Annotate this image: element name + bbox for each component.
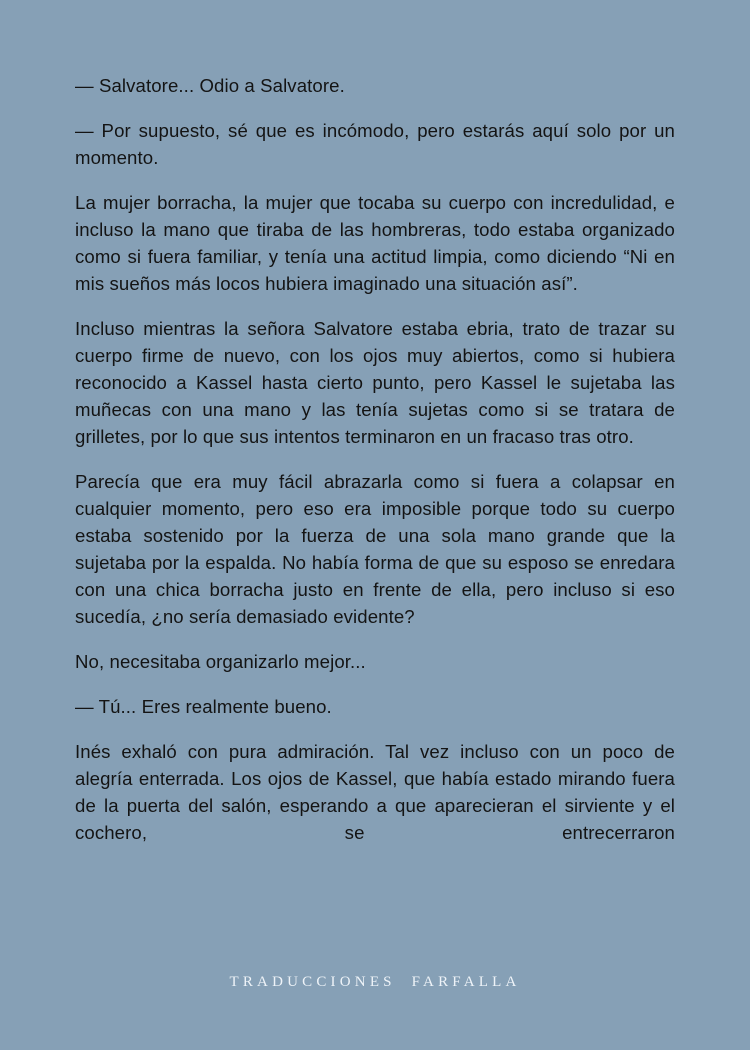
paragraph: No, necesitaba organizarlo mejor... bbox=[75, 651, 366, 672]
paragraph: La mujer borracha, la mujer que tocaba su cuerpo con incredulidad, e incluso la mano que tiraba de las hombreras, todo estaba organizado como si fuera familiar, y tenía una actitud limpia, como diciendo “Ni en mis sueños más locos hubiera imaginado una situación así”. bbox=[75, 192, 675, 294]
paragraph: Parecía que era muy fácil abrazarla como si fuera a colapsar en cualquier momento, pero eso era imposible porque todo su cuerpo estaba sostenido por la fuerza de una sola mano grande que la sujetaba por la espalda. No había forma de que su esposo se enredara con una chica borracha justo en frente de ella, pero incluso si eso sucedía, ¿no sería demasiado evidente? bbox=[75, 471, 675, 627]
paragraph: — Por supuesto, sé que es incómodo, pero estarás aquí solo por un momento. bbox=[75, 120, 675, 168]
paragraph: — Salvatore... Odio a Salvatore. bbox=[75, 75, 345, 96]
footer-credit: TRADUCCIONES FARFALLA bbox=[229, 974, 521, 990]
page-body bbox=[75, 72, 675, 864]
paragraph: Incluso mientras la señora Salvatore estaba ebria, trato de trazar su cuerpo firme de nuevo, con los ojos muy abiertos, como si hubiera reconocido a Kassel hasta cierto punto, pero Kassel le sujetaba las muñecas con una mano y las tenía sujetas como si se tratara de grilletes, por lo que sus intentos terminaron en un fracaso tras otro. bbox=[75, 318, 675, 447]
paragraph: — Tú... Eres realmente bueno. bbox=[75, 696, 332, 717]
paragraph: Inés exhaló con pura admiración. Tal vez incluso con un poco de alegría enterrada. Los ojos de Kassel, que había estado mirando fuera de la puerta del salón, esperando a que aparecieran el sirviente y el cochero, se entrecerraron bbox=[75, 741, 675, 843]
